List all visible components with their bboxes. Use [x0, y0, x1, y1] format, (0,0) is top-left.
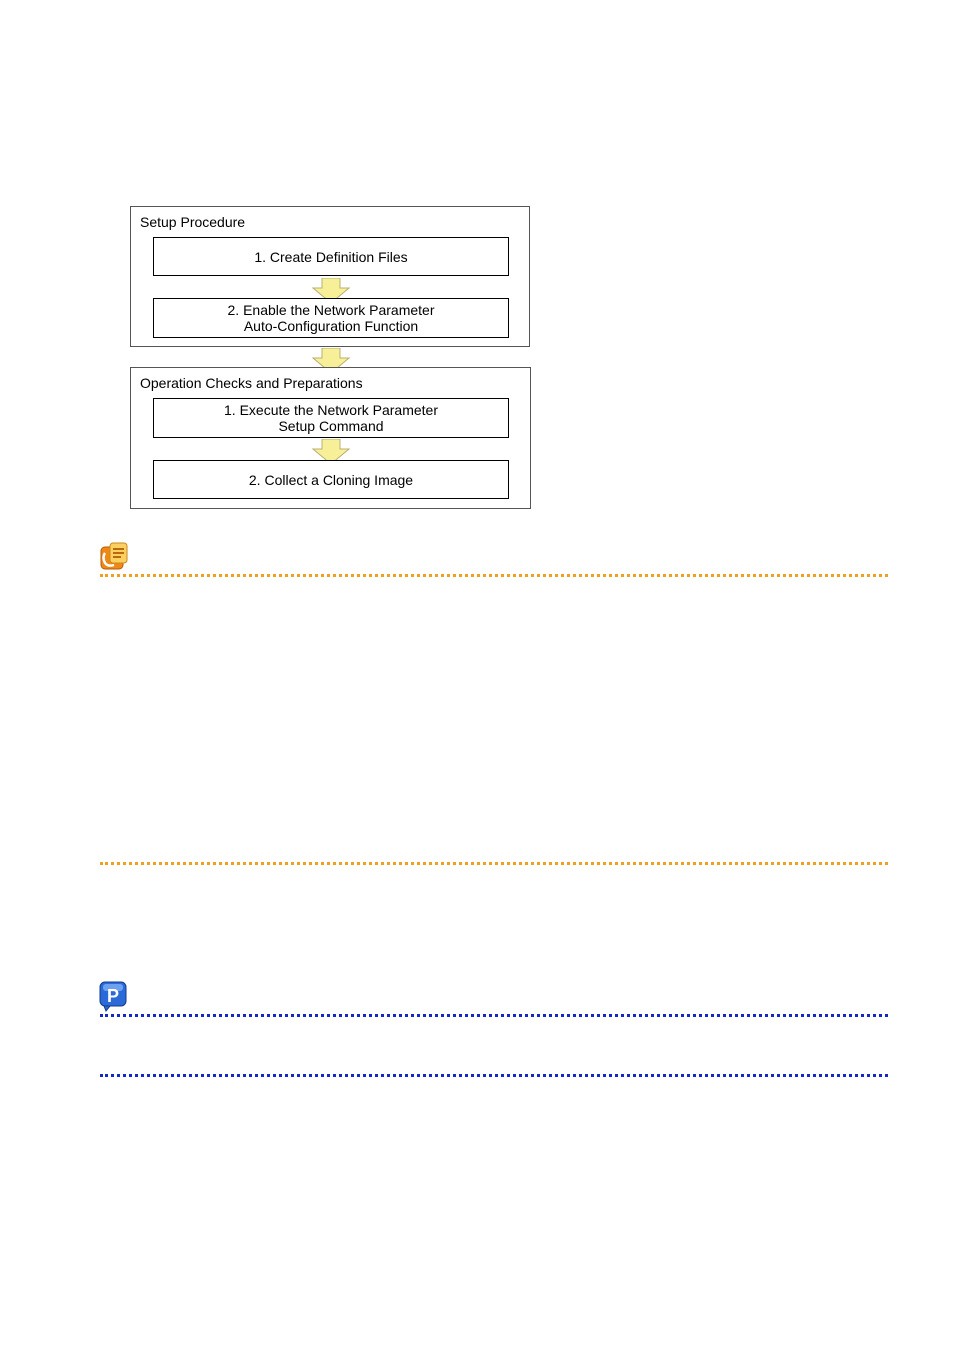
- point-icon: [98, 980, 130, 1012]
- setup-procedure-title: Setup Procedure: [140, 214, 246, 230]
- point-top-rule: [100, 1014, 888, 1017]
- step-label-line2: Setup Command: [278, 418, 384, 434]
- step-label-line1: 2. Enable the Network Parameter: [227, 302, 435, 318]
- step-create-definition-files: [153, 237, 509, 276]
- svg-text:P: P: [106, 986, 120, 1006]
- step-label-line2: Auto-Configuration Function: [243, 318, 419, 334]
- note-top-rule: [100, 574, 888, 577]
- note-bottom-rule: [100, 862, 888, 865]
- step-label: 1. Create Definition Files: [254, 248, 408, 265]
- step-collect-cloning-image: [153, 460, 509, 499]
- operation-checks-title: Operation Checks and Preparations: [140, 375, 363, 391]
- step-label-line1: 1. Execute the Network Parameter: [224, 402, 438, 418]
- step-execute-setup-command: [153, 398, 509, 438]
- note-icon: [98, 541, 130, 573]
- point-bottom-rule: [100, 1074, 888, 1077]
- step-label: 2. Collect a Cloning Image: [248, 471, 414, 488]
- step-enable-network-parameter: [153, 298, 509, 338]
